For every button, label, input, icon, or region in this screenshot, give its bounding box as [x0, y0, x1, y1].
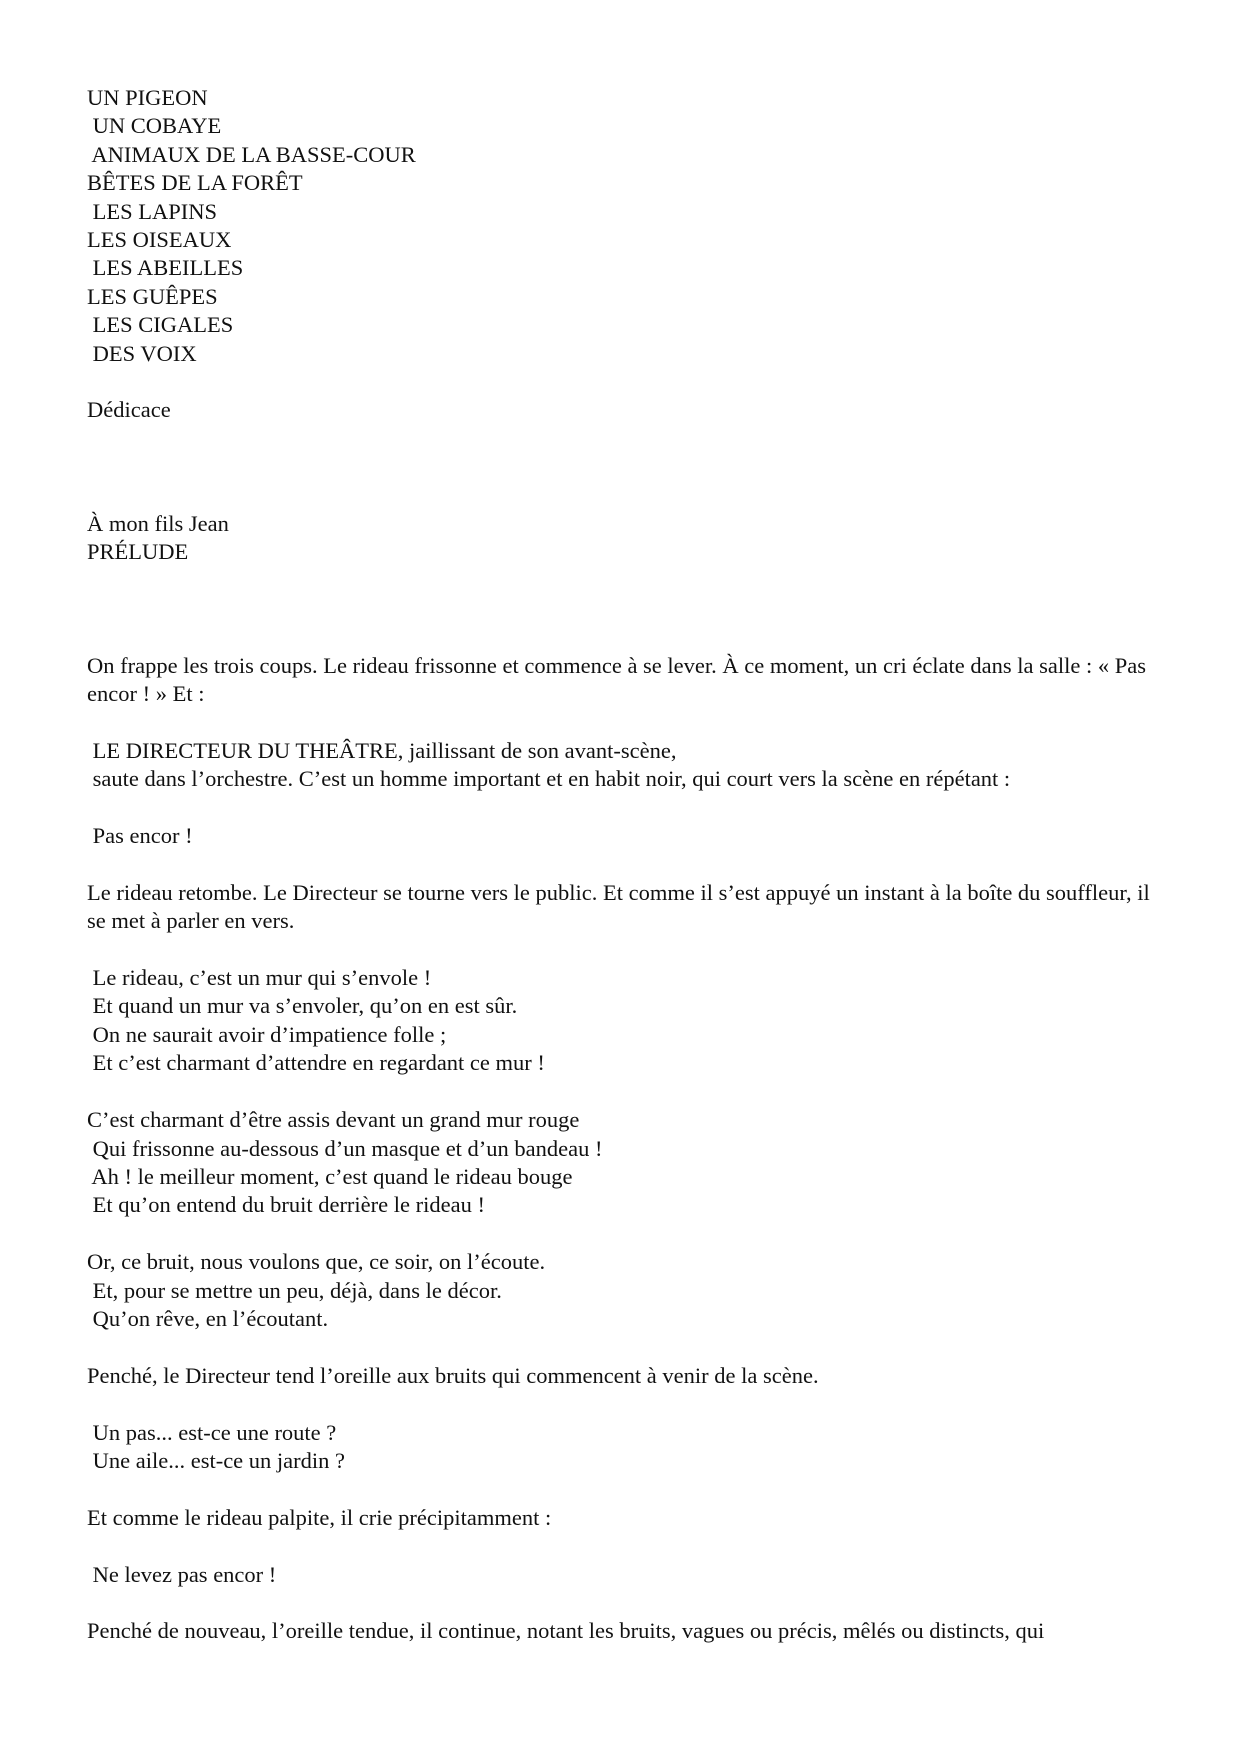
- character-entry: LES CIGALES: [87, 312, 234, 338]
- verse-line: Une aile... est-ce un jardin ?: [87, 1447, 346, 1473]
- verse-line: Qu’on rêve, en l’écoutant.: [87, 1305, 329, 1331]
- character-entry: LES OISEAUX: [87, 227, 232, 253]
- prelude-title: PRÉLUDE: [87, 539, 189, 565]
- director-entrance-line-2: saute dans l’orchestre. C’est un homme important et en habit noir, qui court vers la scène en répétant :: [87, 766, 1011, 792]
- director-entrance-line-1: LE DIRECTEUR DU THEÂTRE, jaillissant de son avant-scène,: [87, 737, 677, 763]
- character-entry: ANIMAUX DE LA BASSE-COUR: [87, 141, 416, 167]
- verse-line: Or, ce bruit, nous voulons que, ce soir, on l’écoute.: [87, 1249, 546, 1275]
- dedication-text: À mon fils Jean: [87, 510, 229, 536]
- stage-direction-5: Penché de nouveau, l’oreille tendue, il continue, notant les bruits, vagues ou précis, mêlés ou distincts, qui: [87, 1618, 1045, 1644]
- dedication-heading: Dédicace: [87, 397, 171, 423]
- director-line-ne-levez: Ne levez pas encor !: [87, 1561, 277, 1587]
- verse-line: Et qu’on entend du bruit derrière le rideau !: [87, 1192, 485, 1218]
- verse-line: Et c’est charmant d’attendre en regardant ce mur !: [87, 1050, 545, 1076]
- character-entry: DES VOIX: [87, 340, 197, 366]
- verse-line: Et, pour se mettre un peu, déjà, dans le décor.: [87, 1277, 502, 1303]
- verse-line: C’est charmant d’être assis devant un grand mur rouge: [87, 1107, 580, 1133]
- stage-direction-2: Le rideau retombe. Le Directeur se tourne vers le public. Et comme il s’est appuyé un instant à la boîte du souffleur, il se met à parler en vers.: [87, 879, 1150, 934]
- stage-direction-4: Et comme le rideau palpite, il crie précipitamment :: [87, 1504, 552, 1530]
- verse-line: Ah ! le meilleur moment, c’est quand le rideau bouge: [87, 1163, 573, 1189]
- character-entry: UN COBAYE: [87, 113, 222, 139]
- character-entry: LES LAPINS: [87, 198, 218, 224]
- verse-line: Le rideau, c’est un mur qui s’envole !: [87, 965, 432, 991]
- document-page: [87, 84, 1162, 1646]
- stage-direction-3: Penché, le Directeur tend l’oreille aux bruits qui commencent à venir de la scène.: [87, 1362, 819, 1388]
- verse-line: Et quand un mur va s’envoler, qu’on en est sûr.: [87, 993, 518, 1019]
- verse-line: Qui frissonne au-dessous d’un masque et d’un bandeau !: [87, 1135, 603, 1161]
- verse-stanza-1: [87, 964, 1162, 1078]
- character-list: [87, 84, 1162, 368]
- verse-line: On ne saurait avoir d’impatience folle ;: [87, 1021, 447, 1047]
- character-entry: LES ABEILLES: [87, 255, 244, 281]
- verse-stanza-2: [87, 1106, 1162, 1220]
- stage-direction-1: On frappe les trois coups. Le rideau frissonne et commence à se lever. À ce moment, un cri éclate dans la salle : « Pas encor ! » Et :: [87, 652, 1147, 707]
- character-entry: UN PIGEON: [87, 85, 208, 110]
- verse-stanza-4: [87, 1419, 1162, 1476]
- character-entry: LES GUÊPES: [87, 283, 218, 309]
- verse-stanza-3: [87, 1248, 1162, 1333]
- character-entry: BÊTES DE LA FORÊT: [87, 170, 303, 196]
- verse-line: Un pas... est-ce une route ?: [87, 1419, 337, 1445]
- director-line-pas-encor: Pas encor !: [87, 823, 193, 849]
